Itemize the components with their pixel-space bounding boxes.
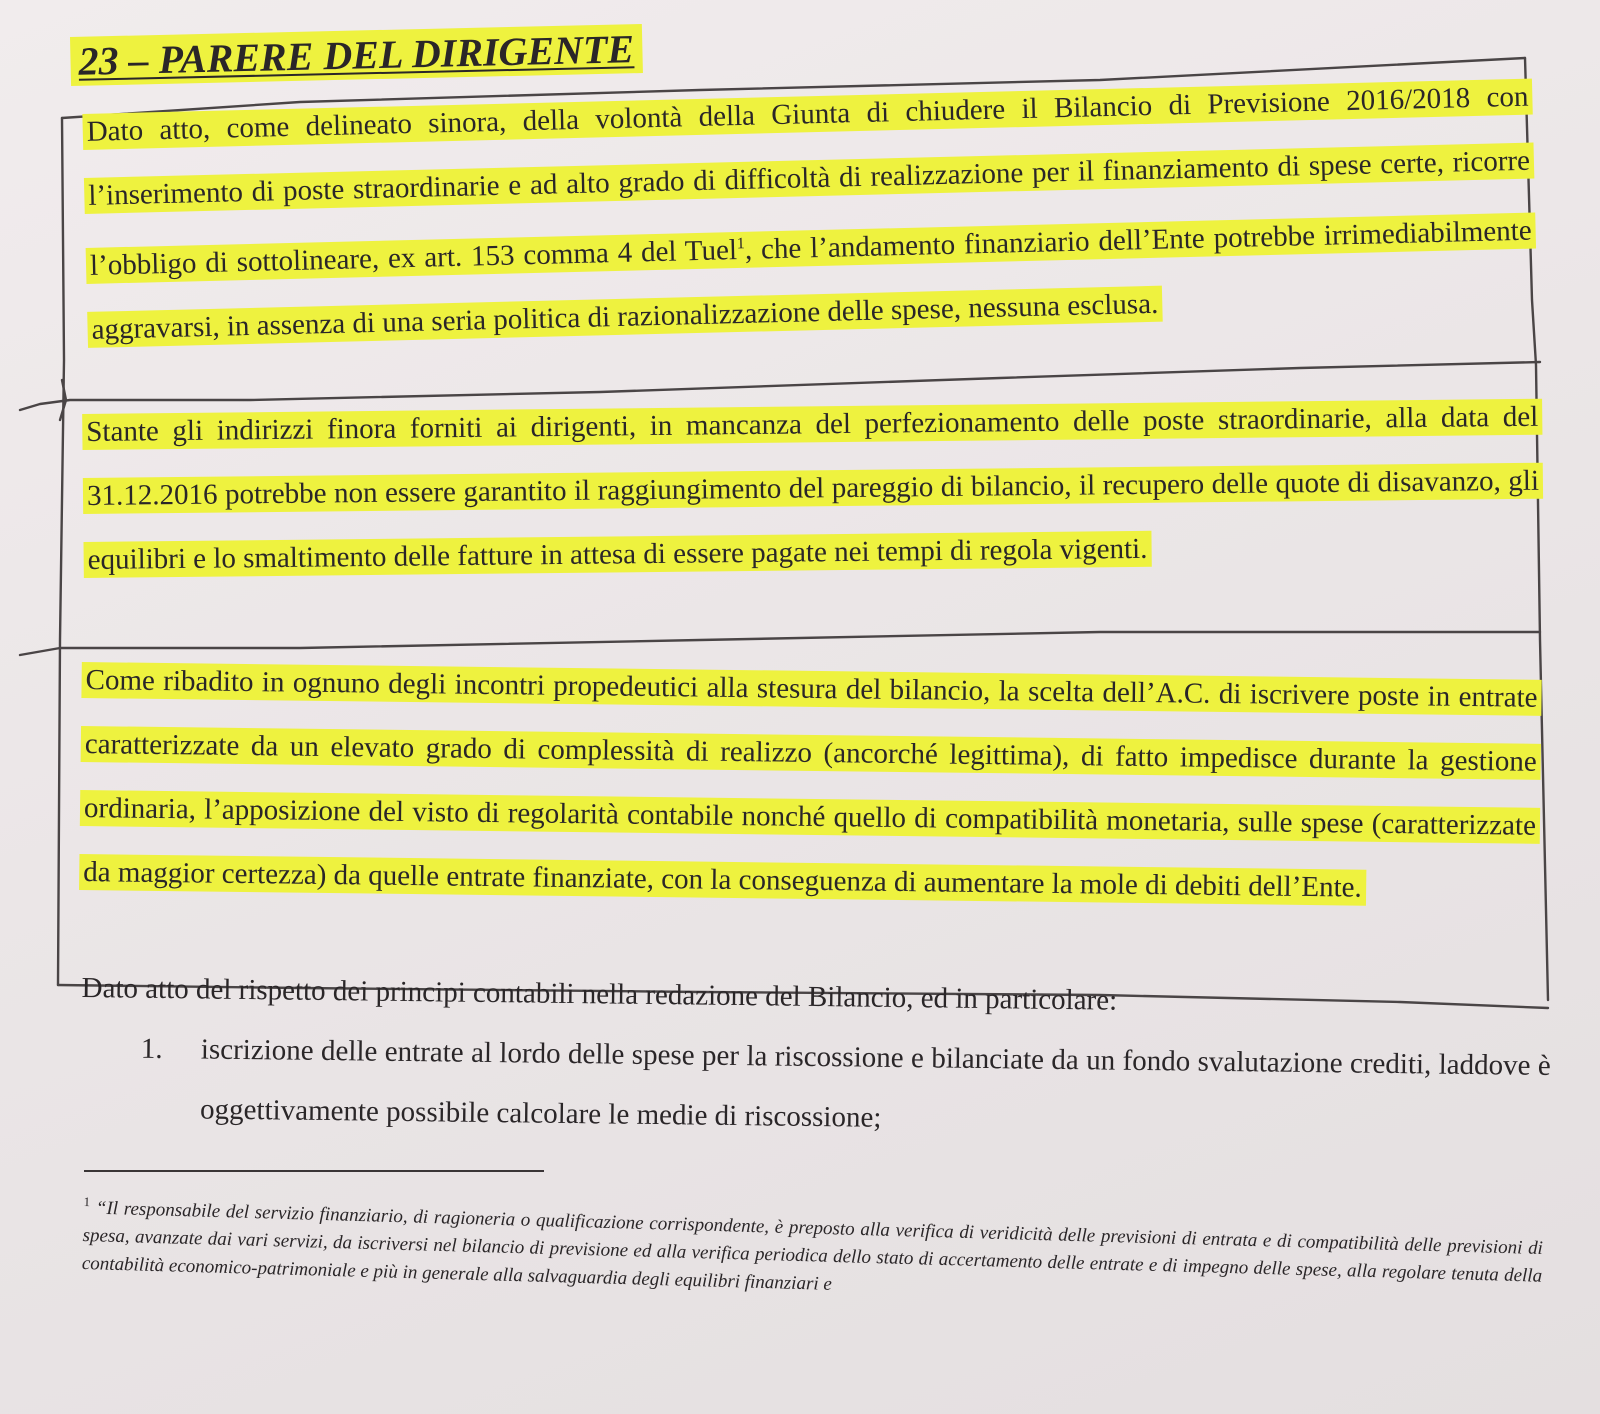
paragraph-1-text-a: Dato atto, come delineato sinora, della volontà della Giunta di chiudere il Bilancio di Previsione 2016/2018 con l’inserimento di poste straordinarie e ad alto grado di difficoltà di realizzazione per il finanziamento di spese certe, ricorre l’obbligo di sottolineare, ex art. 153 comma 4 del Tuel: [86, 80, 1531, 282]
footnote-text: “Il responsabile del servizio finanziario, di ragioneria o qualificazione corrispondente, è preposto alla verifica di veridicità delle previsioni di entrata e di compatibilità delle previsioni di spesa, avanzate dai vari servizi, da iscriversi nel bilancio di previsione ed alla verifica periodica dello stato di accertamento delle entrate e di impegno delle spese, alla regolare tenuta della contabilità economico-patrimoniale e più in generale alla salvaguardia degli equilibri finanziari e: [81, 1197, 1544, 1296]
list-item: [140, 1019, 1551, 1156]
principles-section: [80, 958, 1552, 1156]
paragraph-2: [82, 385, 1544, 592]
paragraph-1: [82, 65, 1538, 362]
footnote-reference: 1: [736, 234, 745, 253]
paragraph-3-text: Come ribadito in ognuno degli incontri propedeutici alla stesura del bilancio, la scelta dell’A.C. di iscrivere poste in entrate caratterizzate da un elevato grado di complessità di realizzo (ancorché legittima), di fatto impedisce durante la gestione ordinaria, l’apposizione del visto di regolarità contabile nonché quello di compatibilità monetaria, sulle spese (caratterizzate da maggior certezza) da quelle entrate finanziate, con la conseguenza di aumentare la mole di debiti dell’Ente.: [79, 662, 1542, 906]
list-item-text: iscrizione delle entrate al lordo delle spese per la riscossione e bilanciate da un fondo svalutazione crediti, laddove è oggettivamente possibile calcolare le medie di riscossione;: [199, 1033, 1551, 1134]
paragraph-2-text: Stante gli indirizzi finora forniti ai dirigenti, in mancanza del perfezionamento delle poste straordinarie, alla data del 31.12.2016 potrebbe non essere garantito il raggiungimento del pareggio di bilancio, il recupero delle quote di disavanzo, gli equilibri e lo smaltimento delle fatture in attesa di essere pagate nei tempi di regola vigenti.: [82, 399, 1543, 578]
paragraph-1-text-b: , che l’andamento finanziario dell’Ente potrebbe irrimediabilmente aggravarsi, in assenza di una seria politica di razionalizzazione delle spese, nessuna esclusa.: [91, 214, 1533, 346]
footnote-separator: [84, 1170, 544, 1172]
list-item-number: 1.: [140, 1032, 163, 1065]
paragraph-3: [79, 648, 1542, 922]
footnote-mark: 1: [83, 1193, 91, 1210]
heading-highlight: 23 – PARERE DEL DIRIGENTE: [70, 24, 643, 86]
pencil-box-left-line: [58, 118, 64, 985]
principles-intro: Dato atto del rispetto dei principi contabili nella redazione del Bilancio, ed in particolare:: [81, 971, 1118, 1017]
